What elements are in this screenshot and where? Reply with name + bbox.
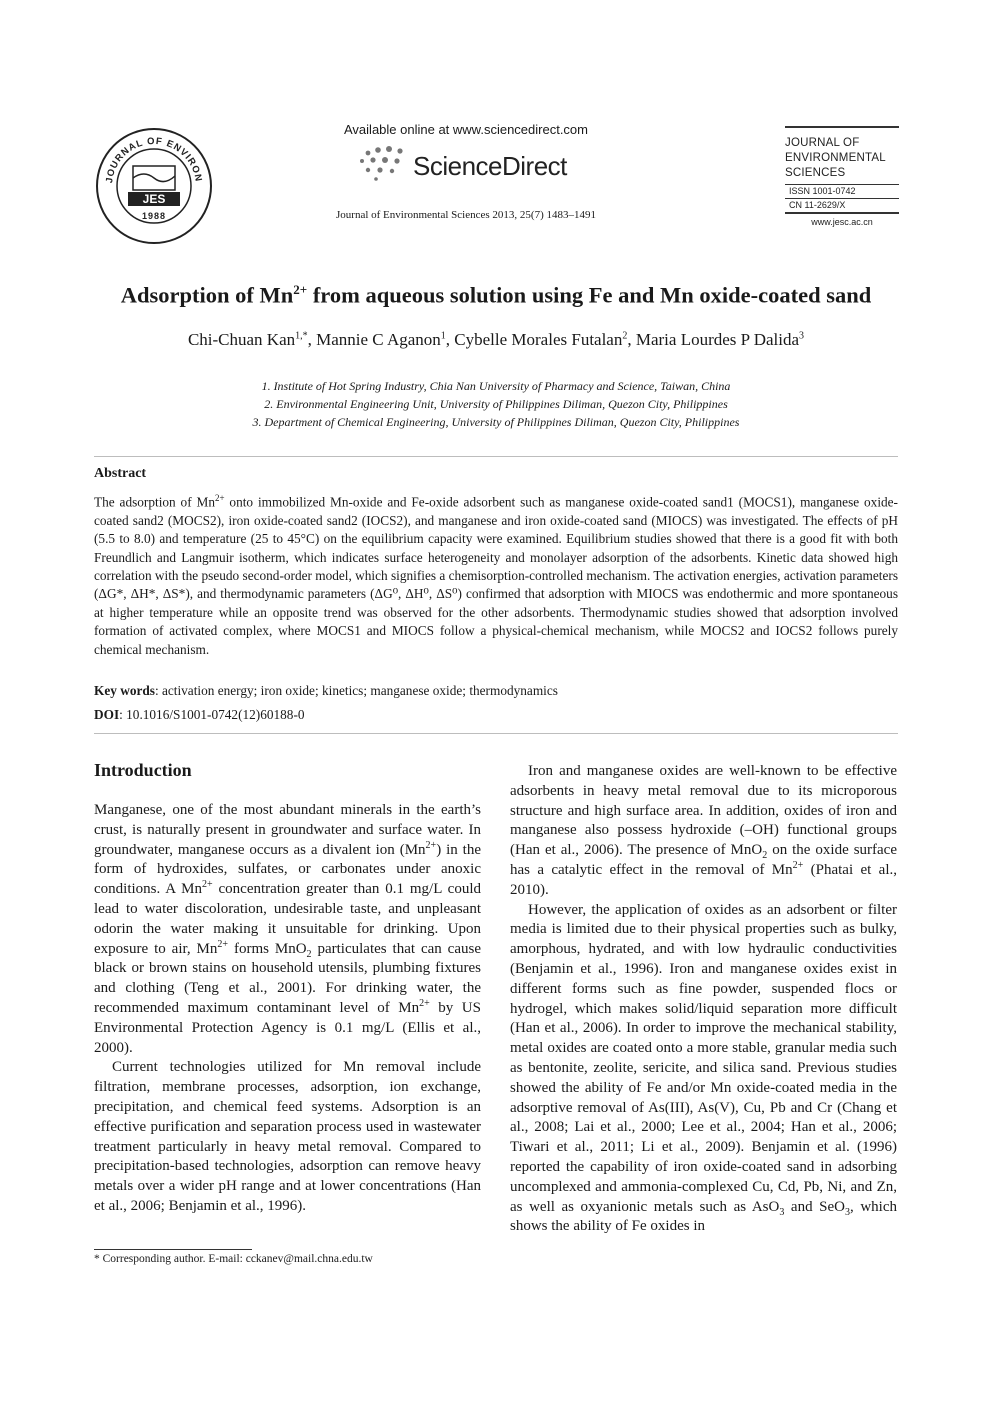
article-title	[60, 282, 932, 309]
journal-name-line: SCIENCES	[785, 167, 846, 179]
doi	[94, 707, 898, 723]
author-name: Mannie C Aganon	[316, 330, 441, 349]
superscript: 2+	[202, 879, 213, 891]
journal-name	[785, 128, 899, 184]
abstract-text: onto immobilized Mn-oxide and Fe-oxide adsorbent such as manganese oxide-coated sand1 (MOCS1), manganese oxide-coated sand2 (MOCS2), iron oxide-coated sand2 (IOCS2), and manganese and iron oxide-coated sand (MIOCS) was investigated. The effects of pH (5.5 to 8.0) and temperature (25 to 45°C) on the equilibrium capacity were examined. Equilibrium studies showed that there is a good fit with both Freundlich and Langmuir isotherm, which indicates surface heterogeneity and monolayer adsorption of the adsorbents. Kinetic data showed high correlation with the pseudo second-order model, which signifies a chemisorption-controlled mechanism. The activation energies, activation parameters (ΔG*, ΔH*, ΔS*), and thermodynamic parameters (ΔG⁰, ΔH⁰, ΔS⁰) confirmed that adsorption with MIOCS was endothermic and more spontaneous at higher temperature while an opposite trend was observed for the other adsorbents. Thermodynamic studies showed that adsorption involved formation of activated complex, where MOCS1 and MIOCS follow a physical-chemical mechanism, while MOCS2 and IOCS2 follows purely chemical mechanism.	[94, 494, 898, 657]
journal-name-line: JOURNAL OF	[785, 137, 860, 149]
author	[454, 330, 636, 349]
author-affiliation-mark: 1,*	[295, 330, 308, 342]
paragraph-text: (Phatai et al., 2010).	[510, 861, 897, 898]
journal-citation: Journal of Environmental Sciences 2013, 25(7) 1483–1491	[336, 209, 596, 221]
paragraph-text: Iron and manganese oxides are well-known to be effective adsorbents in heavy metal removal due to its microporous structure and high surface area. In addition, oxides of iron and manganese also possess hydroxide (–OH) functional groups (Han et al., 2006). The presence of MnO	[510, 763, 897, 859]
paragraph	[94, 801, 481, 1058]
author	[188, 330, 316, 349]
paragraph	[510, 762, 897, 901]
superscript: 2+	[425, 839, 437, 851]
cn-number: CN 11-2629/X	[789, 200, 846, 210]
author-affiliation-mark: 2	[622, 330, 628, 342]
paragraph-text: ) in the form of hydroxides, sulfates, or carbonates under anoxic conditions. A Mn	[94, 841, 481, 898]
author-affiliation-mark: 1	[440, 330, 446, 342]
author	[636, 330, 804, 349]
author-name: Chi-Chuan Kan	[187, 330, 296, 349]
divider	[94, 733, 898, 734]
author-separator: ,	[445, 330, 455, 349]
keywords-list: : activation energy; iron oxide; kinetics; manganese oxide; thermodynamics	[154, 683, 558, 698]
left-column	[94, 801, 481, 1217]
divider	[94, 456, 898, 457]
paragraph-text: Manganese, one of the most abundant minerals in the earth’s crust, is naturally present in groundwater and surface water. In groundwater, manganese occurs as a divalent ion (Mn	[94, 802, 481, 858]
subscript: 3	[845, 1206, 850, 1218]
logo-center-text: JES	[142, 192, 166, 206]
paragraph-text: by US Environmental Protection Agency is 0.1 mg/L (Ellis et al., 2000).	[94, 999, 481, 1056]
superscript: 2+	[217, 938, 229, 950]
subscript: 2	[762, 850, 768, 862]
corresponding-author-footnote: * Corresponding author. E-mail: cckanev@mail.chna.edu.tw	[94, 1253, 373, 1265]
issn: ISSN 1001-0742	[789, 186, 856, 196]
journal-name-line: ENVIRONMENTAL	[785, 152, 886, 164]
paragraph-text: on the oxide surface has a catalytic effect in the removal of Mn	[510, 842, 897, 878]
author-name: Maria Lourdes P Dalida	[635, 330, 800, 349]
author-name: Cybelle Morales Futalan	[454, 330, 623, 349]
paragraph-text: and SeO	[784, 1198, 845, 1215]
author	[316, 330, 454, 349]
subscript: 2	[306, 948, 312, 960]
author-separator: ,	[307, 330, 317, 349]
journal-info-box	[785, 126, 899, 227]
available-online-text: Available online at www.sciencedirect.com	[344, 122, 588, 137]
author-affiliation-mark: 3	[799, 330, 805, 342]
journal-website[interactable]: www.jesc.ac.cn	[811, 217, 873, 227]
paragraph	[510, 901, 897, 1238]
section-heading-introduction: Introduction	[94, 760, 192, 780]
sciencedirect-wordmark: ScienceDirect	[413, 151, 567, 181]
superscript: 2+	[792, 859, 804, 871]
paragraph-text: particulates that can cause black or brown stains on household utensils, plumbing fixtures and clothing (Teng et al., 2001). For drinking water, the recommended maximum contaminant level of Mn	[94, 940, 481, 1016]
logo-year-text: 1988	[141, 211, 167, 221]
footnote-rule	[94, 1249, 252, 1250]
title-superscript: 2+	[293, 282, 308, 297]
affiliations	[150, 377, 842, 431]
right-column	[510, 762, 897, 1237]
paragraph-text: concentration greater than 0.1 mg/L could lead to water discoloration, undesirable taste, and unpleasant odorin the water making it unsuitable for drinking. Upon exposure to air, Mn	[94, 881, 481, 957]
doi-value[interactable]: : 10.1016/S1001-0742(12)60188-0	[119, 707, 305, 722]
affiliation: 3. Department of Chemical Engineering, University of Philippines Diliman, Quezon City, Philippines	[252, 415, 740, 429]
keywords	[94, 683, 898, 699]
affiliation: 2. Environmental Engineering Unit, University of Philippines Diliman, Quezon City, Philippines	[264, 397, 728, 411]
subscript: 3	[779, 1206, 785, 1218]
title-text: Adsorption of Mn	[120, 282, 294, 308]
paragraph: Current technologies utilized for Mn removal include filtration, membrane processes, adsorption, ion exchange, precipitation, and chemical feed systems. Adsorption is an effective purification and separation process used in wastewater treatment particularly in heavy metal removal. Compared to precipitation-based technologies, adsorption can remove heavy metals over a wider pH range and at lower concentrations (Han et al., 2006; Benjamin et al., 1996).	[94, 1059, 481, 1214]
author-list	[60, 330, 932, 350]
abstract-body	[94, 489, 898, 659]
doi-label: DOI	[94, 707, 120, 722]
journal-logo	[92, 126, 216, 246]
superscript: 2+	[214, 493, 225, 503]
sciencedirect-dots-icon	[354, 143, 414, 183]
affiliation: 1. Institute of Hot Spring Industry, Chia Nan University of Pharmacy and Science, Taiwan, China	[261, 379, 731, 393]
title-text: from aqueous solution using Fe and Mn oxide-coated sand	[307, 282, 872, 308]
keywords-label: Key words	[94, 683, 155, 698]
paragraph-text: forms MnO	[228, 940, 307, 957]
author-separator: ,	[627, 330, 636, 349]
superscript: 2+	[419, 997, 430, 1009]
abstract-text: The adsorption of Mn	[94, 494, 215, 510]
paragraph-text: , which shows the ability of Fe oxides in	[510, 1198, 897, 1235]
logo-ring-text: JOURNAL OF ENVIRON	[104, 135, 204, 184]
abstract-heading: Abstract	[94, 466, 147, 481]
paragraph-text: However, the application of oxides as an adsorbent or filter media is limited due to their physical properties such as bulky, amorphous, hydrated, and with low hydraulic conductivities (Benjamin et al., 1996). Iron and manganese oxides exist in different forms such as fine powder, suspended flocs or hydrogel, which makes solid/liquid separation more difficult (Han et al., 2006). In order to improve the mechanical stability, metal oxides are coated onto a more stable, granular media such as bentonite, zeolite, sericite, and silica sand. Previous studies showed the ability of Fe and/or Mn oxide-coated media in the adsorptive removal of As(III), As(V), Cu, Pb and Cr (Chang et al., 2008; Lai et al., 2000; Lee et al., 2004; Han et al., 2006; Tiwari et al., 2011; Li et al., 2009). Benjamin et al. (1996) reported the capability of iron oxide-coated sand in adsorbing uncomplexed and ammonia-complexed Cu, Cd, Pb, Ni, and Zn, as well as oxyanionic metals such as AsO	[510, 901, 897, 1215]
